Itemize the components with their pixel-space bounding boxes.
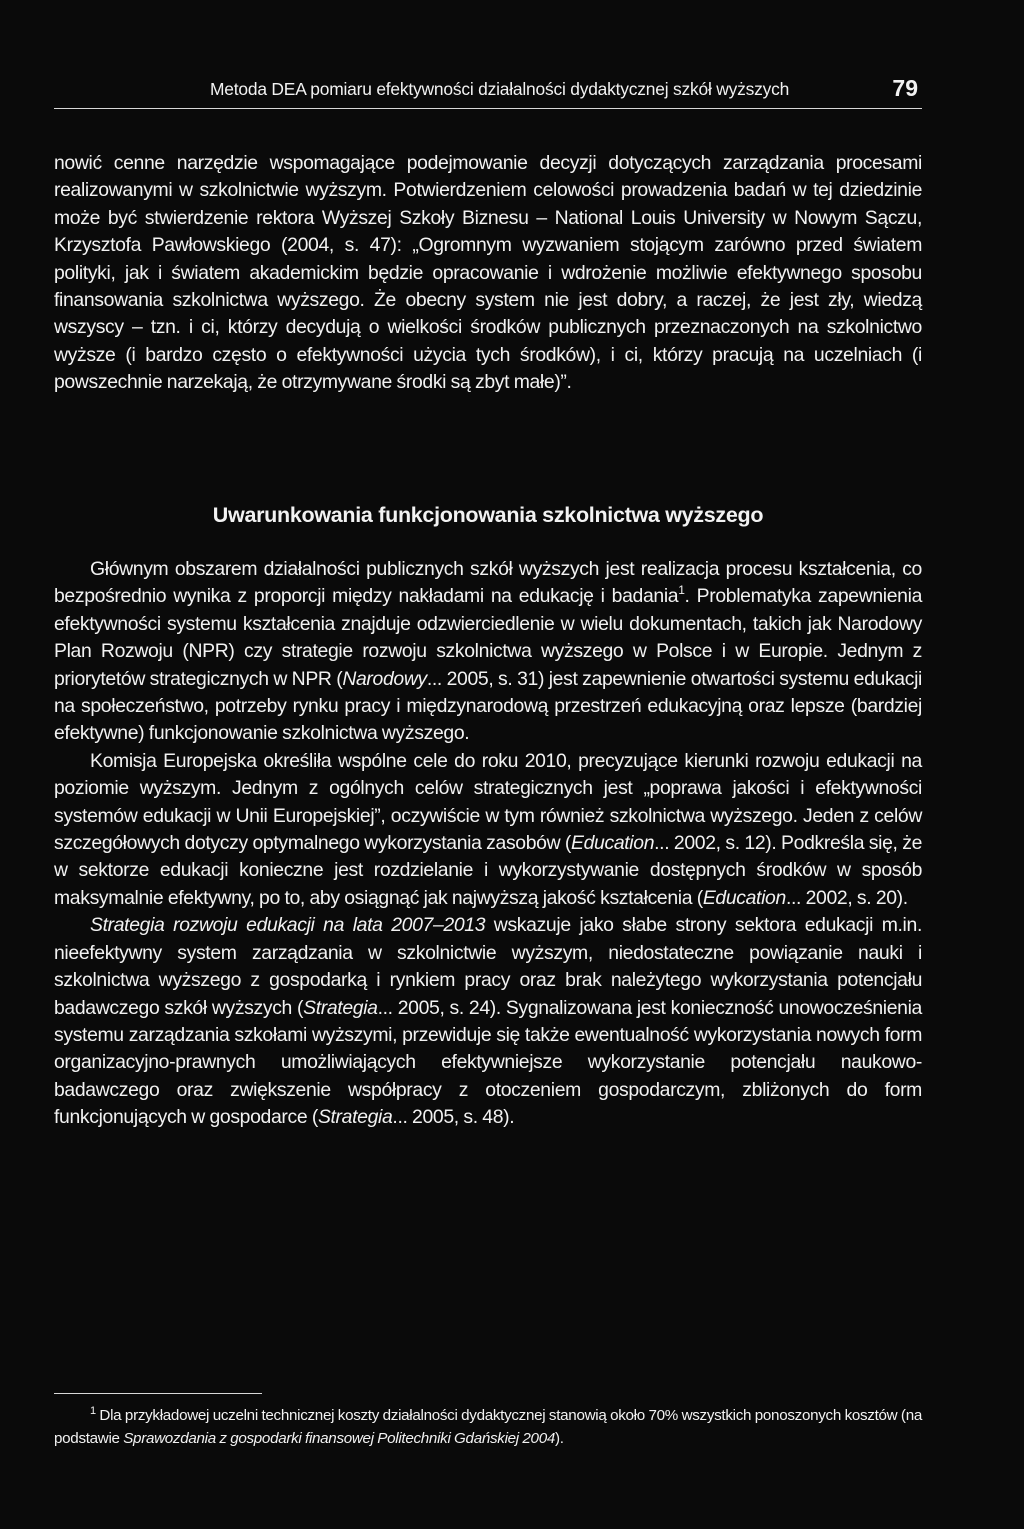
intro-text: [54, 150, 922, 397]
text-run: Komisja Europejska określiła wspólne cele do roku 2010, precyzujące kierunki rozwoju edukacji na poziomie wyższym. Jednym z ogólnych celów strategicznych jest „poprawa jakości i efektywności systemów edukacji w Unii Europejskiej”, oczywiście w tym również szkolnictwa wyższego. Jeden z celów szczegółowych dotyczy optymalnego wykorzystania zasobów (: [54, 749, 922, 855]
italic-citation: Strategia rozwoju edukacji na lata 2007–2013: [90, 914, 486, 937]
italic-citation: Strategia: [317, 1106, 393, 1129]
footnote-rule: [54, 1393, 262, 1394]
text-run: wskazuje jako słabe strony sektora edukacji m.in. nieefektywny system zarządzania w szkolnictwie wyższym, niedostateczne powiązanie nauki i szkolnictwa wyższego z gospodarką i rynkiem pracy oraz brak należytego wykorzystania potencjału badawczego szkół wyższych (: [54, 914, 922, 1019]
running-header: [54, 76, 922, 106]
paragraph-3: [54, 912, 922, 1131]
italic-citation: Education: [702, 886, 786, 909]
text-run: Głównym obszarem działalności publicznych szkół wyższych jest realizacja procesu kształcenia, co bezpośrednio wynika z proporcji między nakładami na edukację i badania: [54, 558, 922, 608]
footnote-marker: 1: [90, 1405, 96, 1417]
text-run: ).: [554, 1429, 564, 1447]
italic-citation: Education: [571, 832, 655, 855]
text-run: ... 2005, s. 31) jest zapewnienie otwartości systemu edukacji na społeczeństwo, potrzeby rynku pracy i międzynarodową przestrzeń edukacyjną oraz lepsze (bardziej efektywne) funkcjonowanie szkolnictwa wyższego.: [54, 667, 922, 745]
text-run: ... 2002, s. 20).: [785, 886, 908, 909]
text-run: ... 2002, s. 12). Podkreśla się, że w sektorze edukacji konieczne jest rozdzielanie i wykorzystywanie dostępnych środków w sposób maksymalnie efektywny, po to, aby osiągnąć jak najwyższą jakość kształcenia (: [54, 832, 923, 909]
text-run: ... 2005, s. 24). Sygnalizowana jest konieczność unowocześnienia systemu zarządzania szkołami wyższymi, przewiduje się także ewentualność wykorzystania nowych form organizacyjno-prawnych umożliwiających efektywniejsze wykorzystanie potencjału naukowo-badawczego oraz zwiększenie współpracy z otoczeniem gospodarczym, zbliżonych do form funkcjonujących w gospodarce (: [54, 996, 922, 1129]
text-run: ... 2005, s. 48).: [392, 1106, 515, 1129]
italic-citation: Strategia: [303, 996, 378, 1019]
paragraph-continued: [54, 150, 922, 397]
paragraph-2: [54, 748, 922, 912]
section-heading: Uwarunkowania funkcjonowania szkolnictwa wyższego: [212, 503, 764, 527]
footnote: [54, 1405, 922, 1450]
text-run: nowić cenne narzędzie wspomagające podejmowanie decyzji dotyczących zarządzania procesami realizowanymi w szkolnictwie wyższym. Potwierdzeniem celowości prowadzenia badań w tej dziedzinie może być stwierdzenie rektora Wyższej Szkoły Biznesu – National Louis University w Nowym Sączu, Krzysztofa Pawłowskiego (2004, s. 47): „Ogromnym wyzwaniem stojącym zarówno przed światem polityki, jak i światem akademickim będzie opracowanie i wdrożenie możliwie efektywnego sposobu finansowania szkolnictwa wyższego. Że obecny system nie jest dobry, a raczej, że jest zły, wiedzą wszyscy – tzn. i ci, którzy decydują o wielkości środków publicznych przeznaczonych na szkolnictwo wyższe (i bardzo często o efektywności użycia tych środków), i ci, którzy pracują na uczelniach (i powszechnie narzekają, że otrzymywane środki są zbyt małe)”.: [54, 152, 922, 394]
running-title: Metoda DEA pomiaru efektywności działalności dydaktycznej szkół wyższych: [210, 79, 790, 99]
text-run: Dla przykładowej uczelni technicznej koszty działalności dydaktycznej stanowią około 70% wszystkich ponoszonych kosztów (na podstawie: [54, 1407, 922, 1447]
page-number: 79: [892, 75, 918, 101]
header-rule: [54, 108, 922, 109]
text-run: . Problematyka zapewnienia efektywności systemu kształcenia znajduje odzwierciedlenie w wielu dokumentach, takich jak Narodowy Plan Rozwoju (NPR) czy strategie rozwoju szkolnictwa wyższego w Polsce i w Europie. Jednym z priorytetów strategicznych w NPR (: [54, 585, 922, 690]
section-body: [54, 556, 922, 1132]
footnote-marker: 1: [678, 583, 685, 598]
italic-citation: Narodowy: [342, 667, 427, 690]
paragraph-1: [54, 556, 922, 748]
italic-citation: Sprawozdania z gospodarki finansowej Politechniki Gdańskiej 2004: [123, 1429, 555, 1447]
